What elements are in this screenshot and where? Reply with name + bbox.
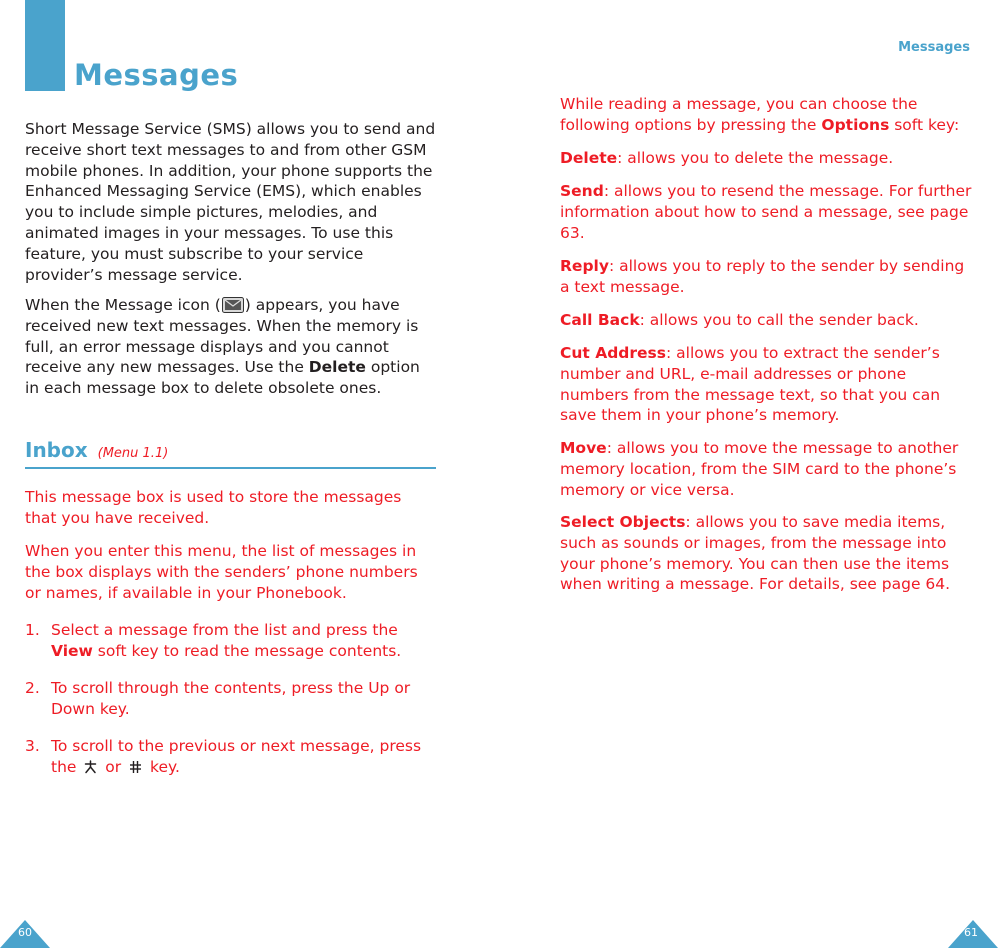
step-number: 2. bbox=[25, 679, 40, 697]
option-delete: Delete: allows you to delete the message. bbox=[560, 149, 894, 167]
option-term: Move bbox=[560, 439, 607, 457]
envelope-icon bbox=[222, 297, 244, 313]
page-title: Messages bbox=[74, 58, 239, 92]
inbox-list-description: When you enter this menu, the list of messages in the box displays with the senders’ phone numbers or names, if available in your Phonebook. bbox=[25, 542, 418, 602]
options-intro: While reading a message, you can choose the following options by pressing the Options soft key: bbox=[560, 95, 960, 134]
page-number: 61 bbox=[964, 926, 978, 939]
step-3-text: To scroll to the previous or next message, press the or key. bbox=[51, 737, 422, 776]
option-call-back: Call Back: allows you to call the sender back. bbox=[560, 311, 919, 329]
right-page bbox=[499, 0, 998, 948]
delete-option-label: Delete bbox=[308, 358, 366, 377]
inbox-description: This message box is used to store the messages that you have received. bbox=[25, 488, 402, 527]
step-number: 3. bbox=[25, 737, 40, 755]
step-2-text: To scroll through the contents, press the Up or Down key. bbox=[51, 679, 411, 718]
view-key-label: View bbox=[51, 641, 93, 660]
option-term: Select Objects bbox=[560, 513, 686, 531]
option-move: Move: allows you to move the message to another memory location, from the SIM card to the phone’s memory or vice versa. bbox=[560, 439, 959, 499]
intro-paragraph: Short Message Service (SMS) allows you to send and receive short text messages to and from other GSM mobile phones. In addition, your phone supports the Enhanced Messaging Service (EMS), which enables you to include simple pictures, melodies, and animated images in your messages. To use this feature, you must subscribe to your service provider’s message service. bbox=[25, 120, 436, 284]
option-select-objects: Select Objects: allows you to save media items, such as sounds or images, from the message into your phone’s memory. You can then use the items when writing a message. For details, see page 64. bbox=[560, 513, 951, 594]
asterisk-key-icon bbox=[84, 759, 97, 773]
option-term: Delete bbox=[560, 149, 618, 167]
option-send: Send: allows you to resend the message. For further information about how to send a message, see page 63. bbox=[560, 182, 972, 242]
page-number: 60 bbox=[18, 926, 32, 939]
running-head: Messages bbox=[898, 40, 970, 55]
message-icon-paragraph: When the Message icon ( ) appears, you have received new text messages. When the memory is full, an error message displays and you cannot receive any new messages. Use the Delete option in each message box to delete obsolete ones. bbox=[25, 296, 420, 398]
option-term: Reply bbox=[560, 257, 609, 275]
hash-key-icon bbox=[129, 759, 142, 773]
option-term: Cut Address bbox=[560, 344, 667, 362]
section-divider bbox=[25, 467, 436, 469]
option-cut-address: Cut Address: allows you to extract the sender’s number and URL, e-mail addresses or phone numbers from the message text, so that you can save them in your phone’s memory. bbox=[560, 344, 941, 425]
inbox-heading: Inbox (Menu 1.1) bbox=[25, 438, 169, 462]
title-accent-bar bbox=[25, 0, 65, 91]
options-key-label: Options bbox=[821, 115, 890, 134]
step-1-text: Select a message from the list and press the View soft key to read the message contents. bbox=[51, 621, 402, 660]
inbox-menu-ref: (Menu 1.1) bbox=[97, 446, 169, 461]
option-term: Call Back bbox=[560, 311, 640, 329]
option-term: Send bbox=[560, 182, 604, 200]
option-reply: Reply: allows you to reply to the sender by sending a text message. bbox=[560, 257, 965, 296]
step-number: 1. bbox=[25, 621, 40, 639]
